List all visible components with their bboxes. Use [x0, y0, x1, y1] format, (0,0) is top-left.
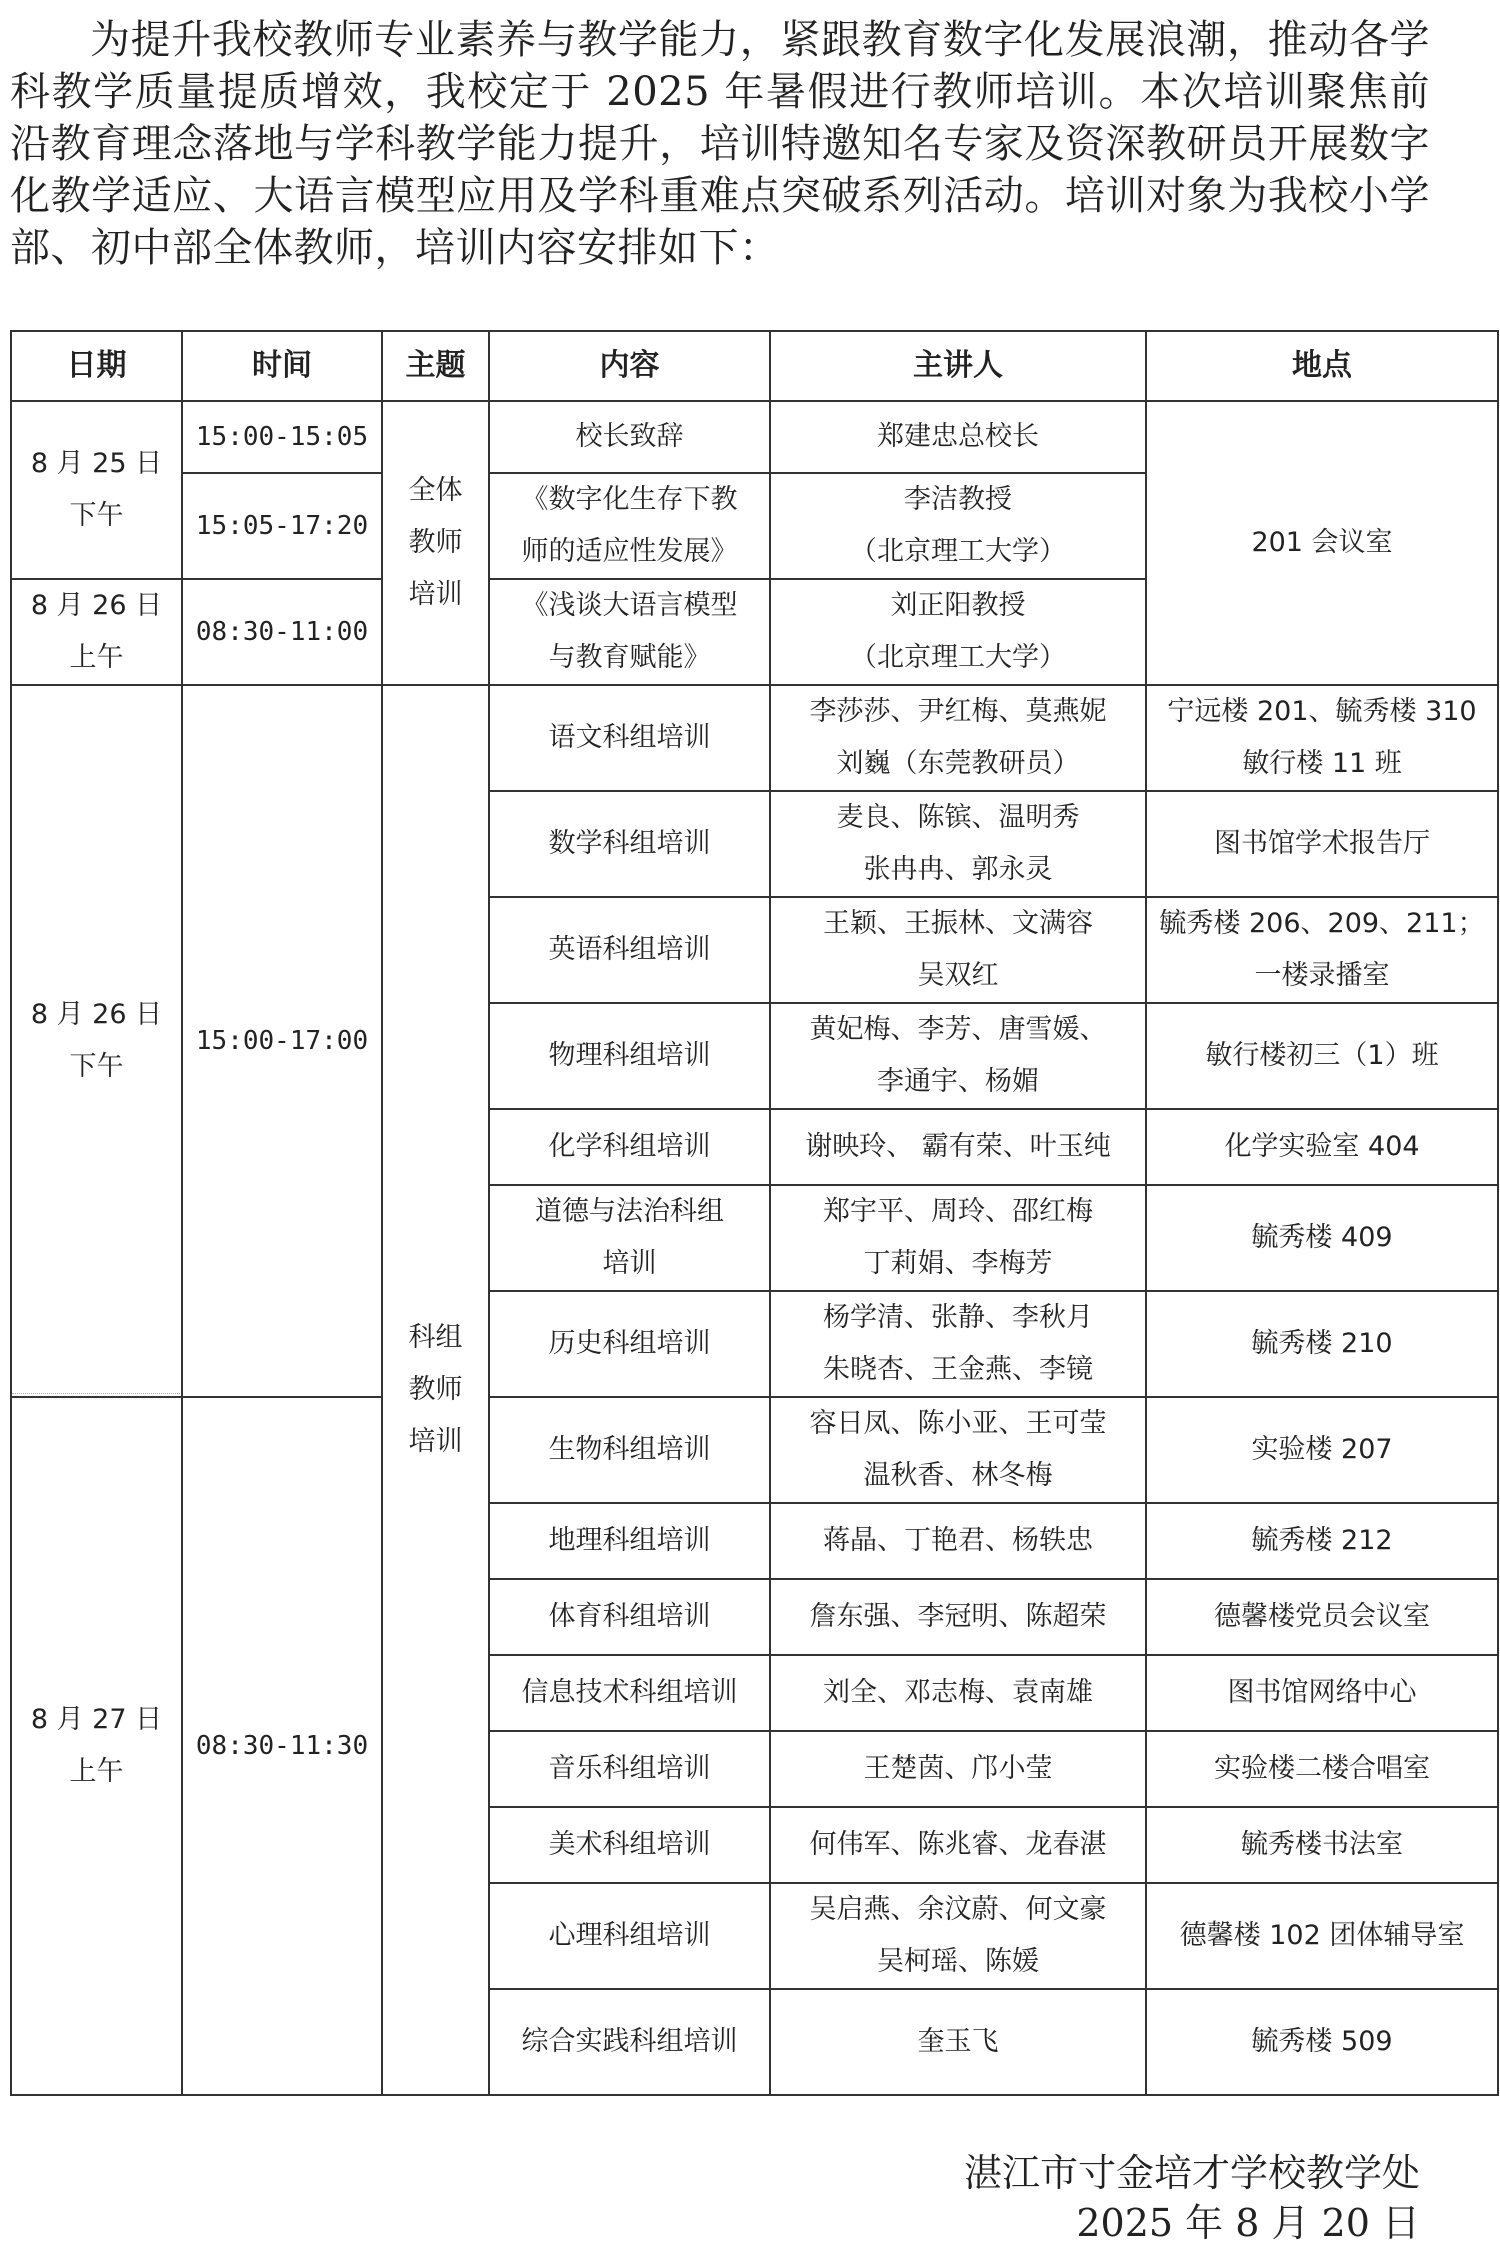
speaker-cell-line: 丁莉娟、李梅芳 — [863, 1248, 1053, 1279]
time-cell: 08:30-11:30 — [182, 1397, 382, 2095]
content-cell-line: 地理科组培训 — [548, 1525, 711, 1556]
content-cell-line: 音乐科组培训 — [548, 1753, 711, 1784]
content-cell — [489, 897, 770, 1003]
location-cell-line: 宁远楼 201、毓秀楼 310 — [1167, 696, 1477, 727]
location-cell — [1146, 1883, 1498, 1989]
location-cell-line: 一楼录播室 — [1254, 960, 1390, 991]
signature-date: 2025 年 8 月 20 日 — [1076, 2201, 1420, 2245]
date-cell-line: 8 月 25 日 — [30, 448, 163, 479]
speaker-cell-line: 蒋晶、丁艳君、杨轶忠 — [823, 1525, 1093, 1556]
date-cell — [11, 401, 182, 579]
content-cell — [489, 1989, 770, 2095]
speaker-cell — [770, 1579, 1146, 1655]
speaker-cell-line: 郑建忠总校长 — [877, 421, 1039, 452]
speaker-cell-line: 奎玉飞 — [917, 2026, 999, 2057]
content-cell — [489, 579, 770, 685]
location-cell — [1146, 897, 1498, 1003]
speaker-cell-line: 何伟军、陈兆睿、龙春湛 — [809, 1829, 1107, 1860]
speaker-cell-line: 吴启燕、余汶蔚、何文豪 — [809, 1894, 1107, 1925]
col-header: 内容 — [489, 331, 770, 401]
location-cell-line: 毓秀楼 409 — [1251, 1222, 1393, 1253]
speaker-cell — [770, 401, 1146, 473]
content-cell — [489, 1397, 770, 1503]
speaker-cell-line: 刘正阳教授 — [890, 590, 1026, 621]
content-cell — [489, 1807, 770, 1883]
speaker-cell — [770, 1807, 1146, 1883]
speaker-cell-line: 吴双红 — [917, 960, 999, 991]
content-cell-line: 与教育赋能》 — [548, 642, 711, 673]
col-header: 时间 — [182, 331, 382, 401]
content-cell-line: 师的适应性发展》 — [521, 536, 738, 567]
speaker-cell — [770, 1503, 1146, 1579]
topic-cell — [382, 401, 489, 685]
content-cell-line: 美术科组培训 — [548, 1829, 711, 1860]
speaker-cell-line: 李莎莎、尹红梅、莫燕妮 — [809, 696, 1107, 727]
speaker-cell-line: 杨学清、张静、李秋月 — [823, 1302, 1093, 1333]
speaker-cell-line: 吴柯瑶、陈媛 — [877, 1946, 1039, 1977]
col-header: 主题 — [382, 331, 489, 401]
speaker-cell-line: 朱晓杏、王金燕、李镜 — [823, 1354, 1093, 1385]
content-cell-line: 校长致辞 — [575, 421, 684, 452]
location-cell-line: 毓秀楼 509 — [1251, 2026, 1393, 2057]
topic-cell-line: 培训 — [408, 1426, 463, 1457]
content-cell-line: 培训 — [602, 1248, 657, 1279]
location-cell — [1146, 791, 1498, 897]
location-cell-line: 化学实验室 404 — [1224, 1131, 1420, 1162]
table-row — [11, 1397, 1498, 1503]
location-cell — [1146, 1579, 1498, 1655]
speaker-cell-line: 麦良、陈镔、温明秀 — [836, 802, 1080, 833]
speaker-cell-line: 容日凤、陈小亚、王可莹 — [809, 1408, 1107, 1439]
speaker-cell-line: 温秋香、林冬梅 — [863, 1460, 1053, 1491]
intro-paragraph: 为提升我校教师专业素养与教学能力，紧跟教育数字化发展浪潮，推动各学科教学质量提质增效，我校定于 2025 年暑假进行教师培训。本次培训聚焦前沿教育理念落地与学科教学能力提升，培训特邀知名专家及资深教研员开展数字化教学适应、大语言模型应用及学科重难点突破系列活动。培训对象为我校小学部、初中部全体教师，培训内容安排如下： — [10, 17, 1430, 271]
location-cell-line: 实验楼二楼合唱室 — [1214, 1753, 1430, 1784]
speaker-cell-line: 詹东强、李冠明、陈超荣 — [809, 1601, 1107, 1632]
topic-cell-line: 教师 — [408, 527, 463, 558]
speaker-cell-line: （北京理工大学） — [850, 642, 1066, 673]
location-cell-line: 毓秀楼 212 — [1251, 1525, 1393, 1556]
content-cell — [489, 1291, 770, 1397]
content-cell — [489, 1109, 770, 1185]
location-cell — [1146, 1291, 1498, 1397]
speaker-cell — [770, 1989, 1146, 2095]
speaker-cell — [770, 579, 1146, 685]
location-cell-line: 毓秀楼书法室 — [1241, 1829, 1403, 1860]
date-cell-line: 上午 — [69, 1756, 124, 1787]
speaker-cell — [770, 1731, 1146, 1807]
location-cell-line: 德馨楼 102 团体辅导室 — [1179, 1920, 1465, 1951]
location-cell — [1146, 1185, 1498, 1291]
speaker-cell-line: 黄妃梅、李芳、唐雪媛、 — [809, 1014, 1107, 1045]
location-cell — [1146, 1807, 1498, 1883]
location-cell — [1146, 1109, 1498, 1185]
content-cell-line: 语文科组培训 — [548, 722, 711, 753]
speaker-cell-line: （北京理工大学） — [850, 536, 1066, 567]
location-cell-line: 敏行楼 11 班 — [1242, 748, 1402, 779]
date-cell-line: 下午 — [69, 1051, 124, 1082]
time-cell: 15:00-17:00 — [182, 685, 382, 1397]
location-cell — [1146, 685, 1498, 791]
content-cell-line: 生物科组培训 — [548, 1434, 711, 1465]
speaker-cell — [770, 1109, 1146, 1185]
content-cell — [489, 1003, 770, 1109]
location-cell — [1146, 1397, 1498, 1503]
table-header-row — [11, 331, 1498, 401]
date-cell — [11, 579, 182, 685]
location-cell — [1146, 1989, 1498, 2095]
content-cell — [489, 685, 770, 791]
content-cell — [489, 1185, 770, 1291]
content-cell — [489, 1655, 770, 1731]
content-cell-line: 体育科组培训 — [548, 1601, 711, 1632]
time-cell: 15:00-15:05 — [182, 401, 382, 473]
location-cell-line: 敏行楼初三（1）班 — [1205, 1040, 1439, 1071]
speaker-cell — [770, 1291, 1146, 1397]
location-cell-line: 图书馆学术报告厅 — [1214, 828, 1430, 859]
speaker-cell-line: 刘全、邓志梅、袁南雄 — [823, 1677, 1093, 1708]
location-cell-line: 实验楼 207 — [1251, 1434, 1393, 1465]
speaker-cell — [770, 1185, 1146, 1291]
date-cell-line: 下午 — [69, 500, 124, 531]
table-row — [11, 685, 1498, 791]
speaker-cell — [770, 791, 1146, 897]
speaker-cell-line: 李洁教授 — [904, 484, 1012, 515]
content-cell-line: 综合实践科组培训 — [521, 2026, 738, 2057]
content-cell-line: 《数字化生存下教 — [521, 484, 738, 515]
topic-cell-line: 教师 — [408, 1374, 463, 1405]
speaker-cell — [770, 1003, 1146, 1109]
topic-cell-line: 培训 — [408, 579, 463, 610]
location-cell-line: 图书馆网络中心 — [1227, 1677, 1417, 1708]
speaker-cell — [770, 473, 1146, 579]
topic-cell — [382, 685, 489, 2095]
speaker-cell — [770, 685, 1146, 791]
content-cell — [489, 1883, 770, 1989]
content-cell-line: 信息技术科组培训 — [521, 1677, 738, 1708]
signature-org: 湛江市寸金培才学校教学处 — [963, 2151, 1420, 2195]
speaker-cell — [770, 897, 1146, 1003]
content-cell-line: 数学科组培训 — [548, 828, 711, 859]
location-cell — [1146, 1503, 1498, 1579]
content-cell-line: 《浅谈大语言模型 — [521, 590, 738, 621]
content-cell — [489, 1579, 770, 1655]
content-cell — [489, 473, 770, 579]
topic-cell-line: 科组 — [408, 1322, 463, 1353]
content-cell-line: 心理科组培训 — [548, 1920, 711, 1951]
content-cell-line: 物理科组培训 — [548, 1040, 711, 1071]
content-cell-line: 化学科组培训 — [548, 1131, 711, 1162]
content-cell — [489, 1731, 770, 1807]
speaker-cell — [770, 1397, 1146, 1503]
date-cell-line: 上午 — [69, 642, 124, 673]
content-cell-line: 英语科组培训 — [548, 934, 711, 965]
date-cell-line: 8 月 26 日 — [30, 590, 163, 621]
speaker-cell — [770, 1655, 1146, 1731]
date-cell-line: 8 月 27 日 — [30, 1704, 163, 1735]
date-divider — [12, 1393, 180, 1394]
speaker-cell — [770, 1883, 1146, 1989]
date-cell — [11, 685, 182, 1397]
content-cell — [489, 401, 770, 473]
col-header: 主讲人 — [770, 331, 1146, 401]
topic-cell-line: 全体 — [408, 475, 463, 506]
time-cell: 08:30-11:00 — [182, 579, 382, 685]
col-header: 地点 — [1146, 331, 1498, 401]
location-cell-line: 德馨楼党员会议室 — [1214, 1601, 1430, 1632]
speaker-cell-line: 谢映玲、 霸有荣、叶玉纯 — [805, 1131, 1111, 1162]
location-cell-line: 毓秀楼 206、209、211； — [1159, 908, 1485, 939]
speaker-cell-line: 张冉冉、郭永灵 — [863, 854, 1053, 885]
col-header: 日期 — [11, 331, 182, 401]
location-cell — [1146, 1655, 1498, 1731]
date-cell-line: 8 月 26 日 — [30, 999, 163, 1030]
speaker-cell-line: 李通宇、杨媚 — [877, 1066, 1039, 1097]
speaker-cell-line: 王颖、王振林、文满容 — [823, 908, 1093, 939]
content-cell — [489, 1503, 770, 1579]
speaker-cell-line: 刘巍（东莞教研员） — [836, 748, 1080, 779]
table-row — [11, 401, 1498, 473]
content-cell — [489, 791, 770, 897]
content-cell-line: 道德与法治科组 — [535, 1196, 724, 1227]
time-cell: 15:05-17:20 — [182, 473, 382, 579]
location-cell-line: 毓秀楼 210 — [1251, 1328, 1393, 1359]
speaker-cell-line: 郑宇平、周玲、邵红梅 — [823, 1196, 1093, 1227]
speaker-cell-line: 王楚茵、邝小莹 — [863, 1753, 1053, 1784]
location-cell: 201 会议室 — [1146, 401, 1498, 685]
location-cell — [1146, 1731, 1498, 1807]
location-cell — [1146, 1003, 1498, 1109]
schedule-table — [10, 330, 1499, 2096]
date-cell — [11, 1397, 182, 2095]
content-cell-line: 历史科组培训 — [548, 1328, 711, 1359]
